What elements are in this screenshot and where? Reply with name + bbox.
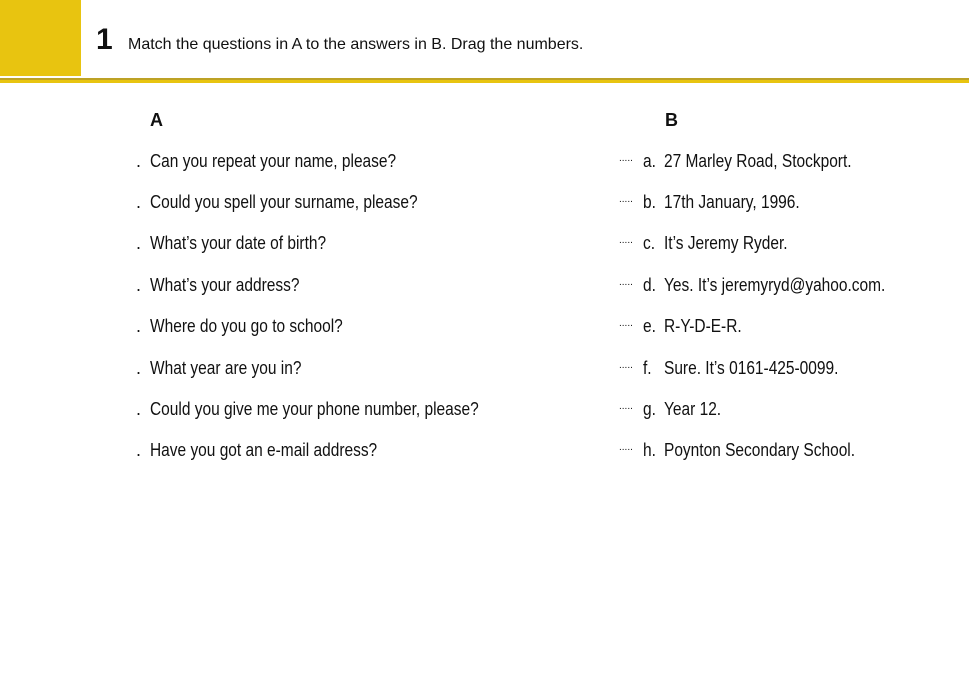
header-rule-yellow: [0, 80, 969, 83]
answer-drop-blank-h[interactable]: .....: [619, 442, 633, 453]
answer-drop-blank-c[interactable]: .....: [619, 235, 633, 246]
answer-row-f: [619, 356, 867, 380]
answer-text: Year 12.: [664, 399, 722, 419]
header-accent-block: [0, 0, 81, 76]
answer-letter: f.: [643, 358, 652, 378]
answer-letter: d.: [643, 275, 656, 295]
question-dot: .: [136, 358, 142, 378]
answer-text: It’s Jeremy Ryder.: [664, 233, 788, 253]
answer-letter: e.: [643, 316, 656, 336]
question-row-4: [136, 273, 324, 297]
question-text: Can you repeat your name, please?: [150, 151, 397, 171]
answer-drop-blank-g[interactable]: .....: [619, 401, 633, 412]
answer-text: Poynton Secondary School.: [664, 440, 856, 460]
question-row-8: [136, 438, 414, 462]
column-a-heading: A: [150, 110, 163, 130]
answer-row-e: [619, 314, 754, 338]
question-dot: .: [136, 151, 142, 171]
question-dot: .: [136, 440, 142, 460]
answer-letter: g.: [643, 399, 656, 419]
column-b-heading: B: [665, 110, 678, 130]
answer-letter: a.: [643, 151, 656, 171]
question-row-1: [136, 149, 436, 173]
question-row-3: [136, 231, 355, 255]
question-text: Have you got an e-mail address?: [150, 440, 378, 460]
exercise-number: 1: [96, 23, 113, 56]
exercise-instruction: Match the questions in A to the answers in B. Drag the numbers.: [128, 36, 584, 53]
answer-row-a: [619, 149, 882, 173]
question-dot: .: [136, 399, 142, 419]
question-row-7: [136, 397, 532, 421]
question-text: What year are you in?: [150, 358, 302, 378]
question-dot: .: [136, 275, 142, 295]
answer-text: Sure. It’s 0161-425-0099.: [664, 358, 839, 378]
answer-row-d: [619, 273, 921, 297]
answer-row-g: [619, 397, 730, 421]
question-text: What’s your address?: [150, 275, 300, 295]
question-row-2: [136, 190, 461, 214]
answer-row-b: [619, 190, 822, 214]
question-text: Could you give me your phone number, please?: [150, 399, 479, 419]
answer-drop-blank-d[interactable]: .....: [619, 277, 633, 288]
question-dot: .: [136, 233, 142, 253]
answer-letter: h.: [643, 440, 656, 460]
answer-row-c: [619, 231, 808, 255]
answer-text: 27 Marley Road, Stockport.: [664, 151, 852, 171]
answer-drop-blank-f[interactable]: .....: [619, 360, 633, 371]
answer-row-h: [619, 438, 886, 462]
question-row-5: [136, 314, 374, 338]
question-dot: .: [136, 316, 142, 336]
question-dot: .: [136, 192, 142, 212]
question-text: Where do you go to school?: [150, 316, 343, 336]
answer-drop-blank-b[interactable]: .....: [619, 194, 633, 205]
answer-drop-blank-a[interactable]: .....: [619, 153, 633, 164]
answer-text: R-Y-D-E-R.: [664, 316, 742, 336]
question-row-6: [136, 356, 326, 380]
answer-drop-blank-e[interactable]: .....: [619, 318, 633, 329]
answer-letter: c.: [643, 233, 656, 253]
question-text: Could you spell your surname, please?: [150, 192, 418, 212]
answer-text: Yes. It’s jeremyryd@yahoo.com.: [664, 275, 886, 295]
answer-text: 17th January, 1996.: [664, 192, 800, 212]
question-text: What’s your date of birth?: [150, 233, 327, 253]
answer-letter: b.: [643, 192, 656, 212]
